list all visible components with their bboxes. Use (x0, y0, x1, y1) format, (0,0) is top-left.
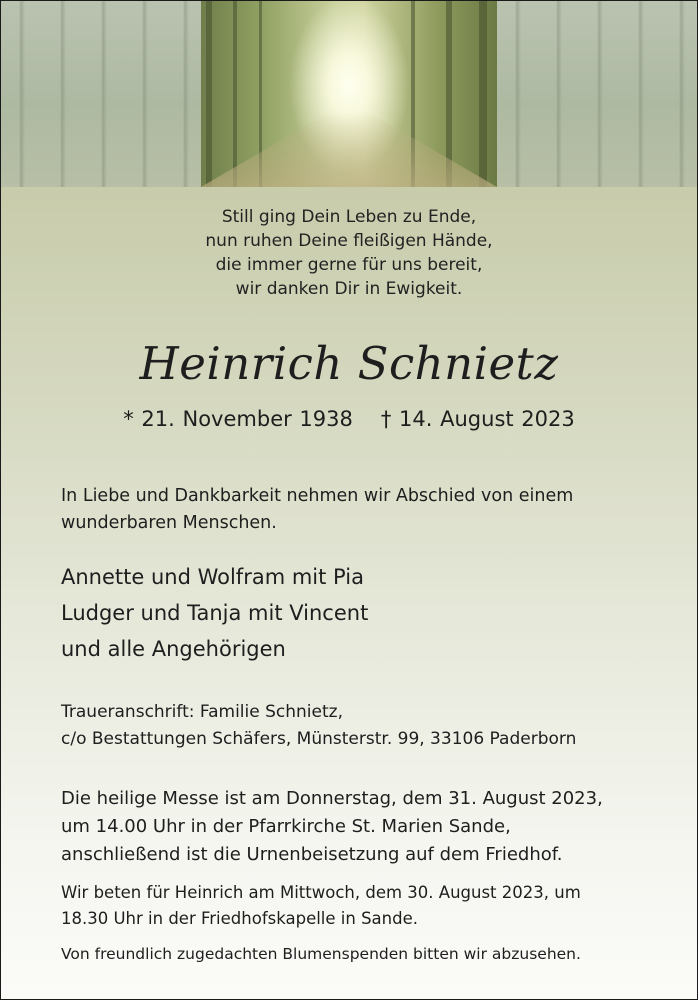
deceased-name: Heinrich Schnietz (139, 337, 559, 390)
forest-path-image (1, 1, 697, 187)
flowers-note (61, 942, 661, 966)
address-line: c/o Bestattungen Schäfers, Münsterstr. 99, 33106 Paderborn (61, 729, 577, 749)
mass-info (61, 785, 661, 869)
poem-line: wir danken Dir in Ewigkeit. (235, 279, 463, 299)
forest-left-image (1, 1, 201, 187)
farewell-line: In Liebe und Dankbarkeit nehmen wir Abschied von einem (61, 486, 574, 506)
poem-line: Still ging Dein Leben zu Ende, (221, 207, 477, 227)
birth-date: * 21. November 1938 (123, 407, 353, 431)
tree-trunk (479, 1, 487, 187)
poem-line: die immer gerne für uns bereit, (215, 255, 483, 275)
mourner-line: Ludger und Tanja mit Vincent (61, 601, 369, 625)
prayer-line: 18.30 Uhr in der Friedhofskapelle in Sande. (61, 909, 418, 928)
prayer-info (61, 880, 661, 932)
prayer-line: Wir beten für Heinrich am Mittwoch, dem 30. August 2023, um (61, 883, 581, 902)
mourner-line: Annette und Wolfram mit Pia (61, 565, 364, 589)
death-date: † 14. August 2023 (380, 407, 575, 431)
poem (1, 205, 697, 301)
flowers-line: Von freundlich zugedachten Blumenspenden bitten wir abzusehen. (61, 945, 581, 963)
mass-line: anschließend ist die Urnenbeisetzung auf dem Friedhof. (61, 844, 563, 865)
tree-trunk (206, 1, 212, 187)
life-dates (1, 407, 697, 431)
poem-line: nun ruhen Deine fleißigen Hände, (205, 231, 493, 251)
farewell-text (61, 483, 661, 537)
mourner-line: und alle Angehörigen (61, 637, 286, 661)
mourners-list (61, 559, 661, 667)
forest-right-image (497, 1, 697, 187)
mourning-address (61, 699, 661, 753)
tree-trunk (233, 1, 237, 187)
mass-line: Die heilige Messe ist am Donnerstag, dem 31. August 2023, (61, 788, 603, 809)
farewell-line: wunderbaren Menschen. (61, 513, 277, 533)
mass-line: um 14.00 Uhr in der Pfarrkirche St. Marien Sande, (61, 816, 511, 837)
address-line: Traueranschrift: Familie Schnietz, (61, 702, 343, 722)
